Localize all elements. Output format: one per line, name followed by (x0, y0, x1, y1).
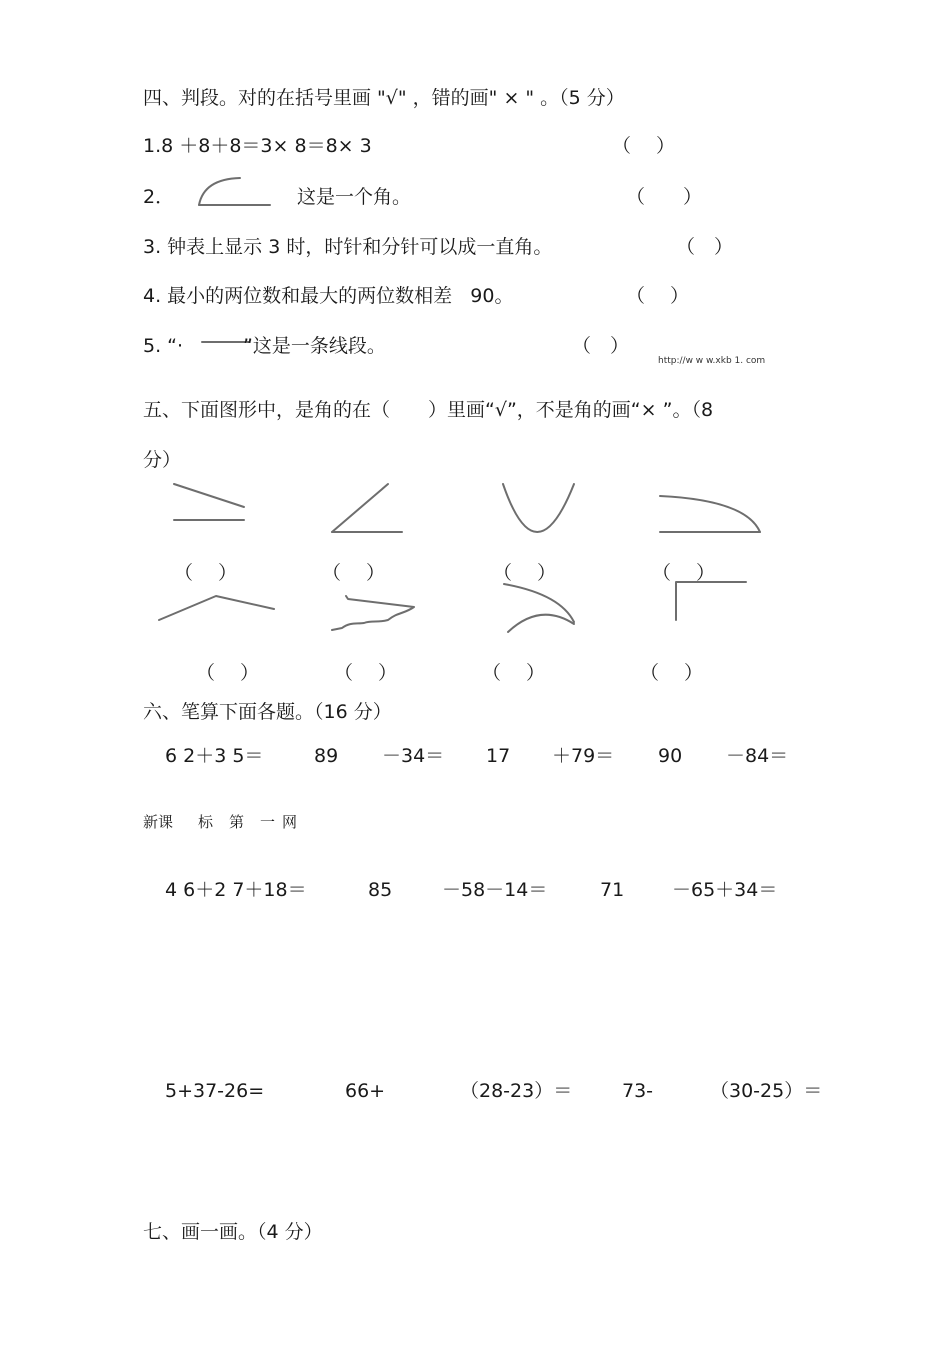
figure-parabola (498, 480, 578, 536)
item1-text: 1.8 ＋8＋8＝3× 8＝8× 3 (143, 135, 372, 157)
item4-text: 4. 最小的两位数和最大的两位数相差 90。 (143, 285, 514, 307)
section6-heading: 六、笔算下面各题。（16 分） (143, 701, 392, 723)
figure-angle (328, 480, 408, 536)
item4-answer-blank[interactable]: （ ） (626, 285, 690, 307)
site-name-char1: 新课 (143, 813, 174, 831)
figure-two-curves (500, 580, 582, 638)
item2-number: 2． (143, 186, 175, 208)
calc-row1-num2: 89 (314, 745, 339, 767)
calc-row3-paren3: （30-25）＝ (710, 1080, 823, 1102)
calc-row3-expr1: 5+37-26= (165, 1080, 265, 1102)
shape7-answer-blank[interactable]: （ ） (482, 662, 546, 684)
site-name-char5: 网 (282, 813, 298, 831)
site-name-char2: 标 (198, 813, 214, 831)
section4-heading: 四、判段。对的在括号里画 "√" ，错的画" × " 。（5 分） (143, 87, 625, 109)
shape4-answer-blank[interactable]: （ ） (652, 562, 716, 584)
section5-heading: 五、下面图形中，是角的在（ ）里画“√”，不是角的画“× ”。（8 (143, 399, 714, 421)
calc-row1-num3: 17 (486, 745, 511, 767)
calc-row1-num4: 90 (658, 745, 683, 767)
item5-text: ”这是一条线段。 (243, 335, 386, 357)
shape6-answer-blank[interactable]: （ ） (334, 662, 398, 684)
shape1-answer-blank[interactable]: （ ） (174, 562, 238, 584)
shape8-answer-blank[interactable]: （ ） (640, 662, 704, 684)
calc-row1-expr1: 6 2＋3 5＝ (165, 745, 264, 767)
calc-row2-expr1: 4 6＋2 7＋18＝ (165, 879, 307, 901)
calc-row3-num3: 73- (622, 1080, 654, 1102)
figure-wavy-angle (328, 590, 422, 636)
watermark-url: http://w w w.xkb 1. com (658, 356, 766, 366)
item2-answer-blank[interactable]: （ ） (626, 186, 703, 208)
calc-row1-op3: ＋79＝ (552, 745, 615, 767)
calc-row3-paren2: （28-23）＝ (460, 1080, 573, 1102)
calc-row2-op2: －58－14＝ (442, 879, 548, 901)
shape2-answer-blank[interactable]: （ ） (322, 562, 386, 584)
figure-broken-line (156, 590, 278, 626)
item5-answer-blank[interactable]: （ ） (572, 335, 630, 357)
calc-row3-num2: 66+ (345, 1080, 386, 1102)
section5-heading-cont: 分） (143, 449, 182, 471)
shape3-answer-blank[interactable]: （ ） (493, 562, 557, 584)
item5-number: 5. “· (143, 335, 184, 357)
figure-right-angle (672, 578, 752, 624)
calc-row2-num2: 85 (368, 879, 393, 901)
calc-row1-op4: －84＝ (726, 745, 789, 767)
item2-curved-figure (196, 174, 272, 208)
calc-row1-op2: －34＝ (382, 745, 445, 767)
item2-text: 这是一个角。 (297, 186, 412, 208)
site-name-char4: 一 (260, 813, 276, 831)
section7-heading: 七、画一画。（4 分） (143, 1221, 323, 1243)
site-name-char3: 第 (229, 813, 245, 831)
item3-text: 3. 钟表上显示 3 时，时针和分针可以成一直角。 (143, 236, 553, 258)
figure-two-lines (170, 480, 250, 526)
item3-answer-blank[interactable]: （ ） (676, 236, 734, 258)
figure-curved-corner (656, 490, 766, 536)
item1-answer-blank[interactable]: （ ） (612, 135, 676, 157)
calc-row2-op3: －65＋34＝ (672, 879, 778, 901)
shape5-answer-blank[interactable]: （ ） (196, 662, 260, 684)
calc-row2-num3: 71 (600, 879, 625, 901)
